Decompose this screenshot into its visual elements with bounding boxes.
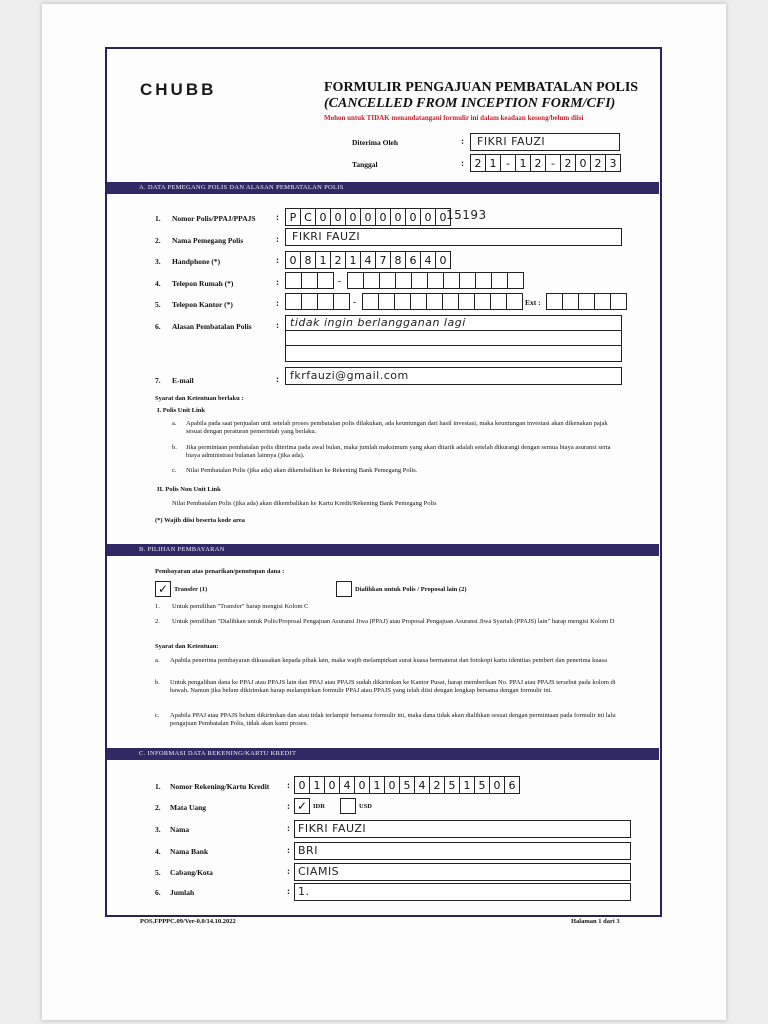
home-phone-label: Telepon Rumah (*) [172,279,234,288]
terms-title: Syarat dan Ketentuan: [155,643,219,650]
phone-digit: 2 [331,251,346,269]
account-digit: 5 [400,776,415,794]
note-marker: 2. [155,618,160,625]
date-label: Tanggal [352,160,378,169]
date-digit: 1 [516,154,531,172]
amount-field[interactable] [294,883,631,901]
account-digit: 0 [294,776,310,794]
idr-label: IDR [313,803,325,810]
colon: : [287,886,290,896]
field-number: 3. [155,825,161,834]
colon: : [461,158,464,168]
phone-digit: 0 [436,251,451,269]
note-text: Untuk pemilihan "Transfer" harap mengisi Kolom C [172,603,309,610]
policy-digit: P [285,208,301,226]
account-digit: 0 [490,776,505,794]
policy-digit: 0 [391,208,406,226]
required-note: (*) Wajib diisi beserta kode area [155,517,245,524]
bank-name-field[interactable] [294,842,631,860]
bank-name-value: BRI [298,844,318,857]
date-digit: - [546,154,561,172]
phone-digit: 1 [316,251,331,269]
section-b-header: B. PILIHAN PEMBAYARAN [107,544,659,556]
terms-title: Syarat dan Ketentuan berlaku : [155,395,244,402]
field-number: 3. [155,257,161,266]
colon: : [276,234,279,244]
term-marker: a. [172,420,177,427]
branch-value: CIAMIS [298,865,340,878]
policy-number-field[interactable] [285,208,451,226]
date-digit: 2 [561,154,576,172]
email-label: E-mail [172,376,194,385]
colon: : [461,136,464,146]
colon: : [287,801,290,811]
form-code: POS.FPPPC.09/Ver-0.0/14.10.2022 [140,918,236,925]
field-number: 5. [155,868,161,877]
field-number: 6. [155,888,161,897]
page-number: Halaman 1 dari 3 [571,918,620,925]
term-text: Untuk pengalihan dana ke PPAJ atau PPAJS lain dan PPAJ atau PPAJS sudah dikirimkan ke Kantor Pusat, harap memberikan No. PPAJ atau PPAJS tersebut pada kolom di bawah. Namun jika belum dikirimkan harap melampirkan formulir PPAJ atau PPAJS yang telah diisi dengan lengkap bersama dengan formulir ini. [170,679,616,694]
policy-number-label: Nomor Polis/PPAJ/PPAJS [172,214,256,223]
office-phone-label: Telepon Kantor (*) [172,300,233,309]
account-digit: 4 [340,776,355,794]
amount-label: Jumlah [170,888,195,897]
note-text: Untuk pemilihan "Dialihkan untuk Polis/Proposal Pengajuan Asuransi Jiwa (PPAJ) atau Proposal Pengajuan Asuransi Jiwa Syariah (PPAJS) lain" harap mengisi Kolom D [172,618,615,625]
phone-digit: 1 [346,251,361,269]
account-digit: 0 [325,776,340,794]
handphone-label: Handphone (*) [172,257,221,266]
account-digit: 1 [460,776,475,794]
phone-digit: 4 [421,251,436,269]
policy-digit: 0 [436,208,451,226]
dash: - [338,276,341,286]
phone-digit: 4 [361,251,376,269]
account-digit: 0 [355,776,370,794]
email-value: fkrfauzi@gmail.com [290,369,409,382]
ext-label: Ext : [525,298,541,307]
holder-name-value: FIKRI FAUZI [292,230,361,243]
office-phone-number[interactable] [362,293,523,310]
date-digit: 1 [486,154,501,172]
office-phone-ext[interactable] [546,293,627,310]
field-number: 1. [155,782,161,791]
bank-name-label: Nama Bank [170,847,209,856]
term-text: Apabila PPAJ atau PPAJS belum dikirimkan dan atau tidak terlampir bersama formulir ini, maka dana tidak akan dialihkan sesuai dengan permintaan pada formulir ini lalu pengajuan Pembatalan Polis, tidak akan kami proses. [170,712,616,727]
field-number: 6. [155,322,161,331]
field-number: 4. [155,847,161,856]
field-number: 7. [155,376,161,385]
account-digit: 5 [475,776,490,794]
section-a-header: A. DATA PEMEGANG POLIS DAN ALASAN PEMBATALAN POLIS [107,182,659,194]
term-marker: b. [155,679,160,686]
phone-digit: 8 [391,251,406,269]
received-by-field[interactable] [470,133,620,151]
date-digit: 2 [531,154,546,172]
account-digit: 1 [370,776,385,794]
phone-digit: 7 [376,251,391,269]
dash: - [353,297,356,307]
policy-number-suffix: 15193 [446,208,487,222]
office-phone-area-code[interactable] [285,293,350,310]
chubb-logo: CHUBB [140,80,217,99]
policy-digit: 0 [421,208,436,226]
home-phone-area-code[interactable] [285,272,334,289]
field-number: 1. [155,214,161,223]
form-subtitle: (CANCELLED FROM INCEPTION FORM/CFI) [324,96,616,111]
account-number-label: Nomor Rekening/Kartu Kredit [170,782,270,791]
signing-notice: Mohon untuk TIDAK menandatangani formulir ini dalam keadaan kosong/belum diisi [324,114,584,122]
transfer-other-policy-checkbox[interactable] [336,581,352,597]
date-digit: 3 [606,154,621,172]
non-unit-link-title: II. Polis Non Unit Link [157,486,221,493]
phone-digit: 8 [301,251,316,269]
date-digit: 0 [576,154,591,172]
section-c-header: C. INFORMASI DATA REKENING/KARTU KREDIT [107,748,659,760]
received-by-value: FIKRI FAUZI [477,135,546,148]
phone-digit: 0 [285,251,301,269]
account-digit: 2 [430,776,445,794]
holder-name-field[interactable] [285,228,622,246]
usd-label: USD [359,803,373,810]
email-field[interactable] [285,367,622,385]
transfer-label: Transfer (1) [174,586,208,593]
colon: : [276,277,279,287]
term-text: Nilai Pembatalan Polis (jika ada) akan dikembalikan ke Rekening Bank Pemegang Polis. [186,467,418,474]
date-field[interactable] [470,154,621,172]
term-text: Apabila penerima pembayaran dikuasakan kepada pihak lain, maka wajib melampirkan surat kuasa bermaterai dan fotokopi kartu identitas pemberi dan penerima kuasa [170,657,607,664]
usd-checkbox[interactable] [340,798,356,814]
policy-digit: 0 [346,208,361,226]
colon: : [287,780,290,790]
term-marker: c. [172,467,177,474]
policy-digit: 0 [376,208,391,226]
account-name-label: Nama [170,825,190,834]
account-digit: 0 [385,776,400,794]
account-name-field[interactable] [294,820,631,838]
cancellation-reason-value: tidak ingin berlangganan lagi [290,316,466,329]
field-number: 4. [155,279,161,288]
colon: : [276,320,279,330]
received-by-label: Diterima Oleh [352,138,399,147]
colon: : [276,212,279,222]
non-unit-link-text: Nilai Pembatalan Polis (jika ada) akan dikembalikan ke Kartu Kredit/Rekening Bank Pemegang Polis [172,500,437,507]
currency-label: Mata Uang [170,803,207,812]
cancellation-reason-label: Alasan Pembatalan Polis [172,322,252,331]
transfer-checkbox[interactable] [155,581,171,597]
home-phone-number[interactable] [347,272,524,289]
colon: : [276,255,279,265]
colon: : [287,866,290,876]
amount-value: 1. [298,885,310,898]
term-marker: b. [172,444,177,451]
account-name-value: FIKRI FAUZI [298,822,367,835]
field-number: 2. [155,236,161,245]
note-marker: 1. [155,603,160,610]
transfer-other-policy-label: Dialihkan untuk Polis / Proposal lain (2) [355,586,467,593]
colon: : [287,845,290,855]
account-digit: 1 [310,776,325,794]
holder-name-label: Nama Pemegang Polis [172,236,244,245]
term-marker: a. [155,657,160,664]
account-digit: 6 [505,776,520,794]
account-digit: 5 [445,776,460,794]
colon: : [276,298,279,308]
field-number: 5. [155,300,161,309]
branch-label: Cabang/Kota [170,868,213,877]
phone-digit: 6 [406,251,421,269]
field-number: 2. [155,803,161,812]
check-icon: ✓ [157,581,169,596]
payment-intro: Pembayaran atas penarikan/penutupan dana : [155,568,285,575]
date-digit: - [501,154,516,172]
branch-field[interactable] [294,863,631,881]
idr-checkbox[interactable] [294,798,310,814]
handphone-field[interactable] [285,251,451,269]
check-icon: ✓ [296,798,308,813]
term-text: Apabila pada saat penjualan unit setelah proses pembatalan polis dilakukan, ada keuntungan dari hasil investasi, maka keuntungan investasi akan dikenakan pajak sesuai dengan peraturan pemerintah yang berlaku. [186,420,608,435]
account-digit: 4 [415,776,430,794]
date-digit: 2 [591,154,606,172]
policy-digit: 0 [406,208,421,226]
policy-digit: 0 [316,208,331,226]
policy-digit: 0 [361,208,376,226]
colon: : [287,823,290,833]
policy-digit: C [301,208,316,226]
policy-digit: 0 [331,208,346,226]
term-text: Jika permintaan pembatalan polis diterima pada awal bulan, maka jumlah maksimum yang akan ditarik adalah setelah dikurangi dengan semua biaya asuransi serta biaya administrasi bulanan lainnya (jika ada). [186,444,611,459]
form-title: FORMULIR PENGAJUAN PEMBATALAN POLIS [324,80,639,95]
colon: : [276,374,279,384]
account-number-field[interactable] [294,776,520,794]
cancellation-reason-field[interactable] [285,315,622,362]
date-digit: 2 [470,154,486,172]
term-marker: c. [155,712,160,719]
unit-link-title: I. Polis Unit Link [157,407,206,414]
